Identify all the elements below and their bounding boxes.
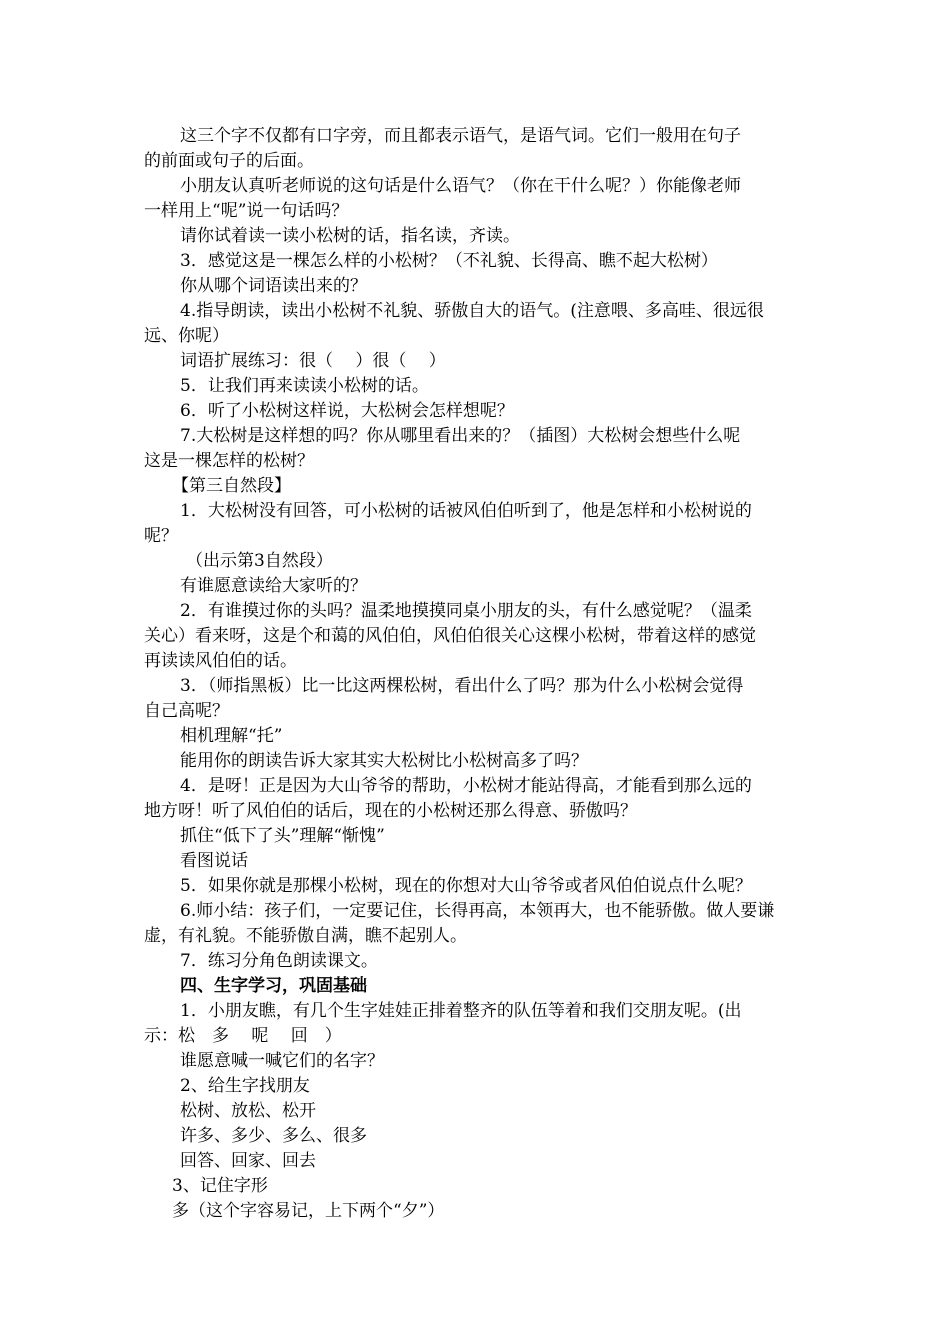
text-line: 关心）看来呀，这是个和蔼的风伯伯，风伯伯很关心这棵小松树，带着这样的感觉: [144, 626, 756, 646]
text-line: 4．是呀！正是因为大山爷爷的帮助，小松树才能站得高，才能看到那么远的: [180, 776, 752, 796]
text-line: 抓住“低下了头”理解“惭愧”: [180, 826, 385, 846]
text-line: 6.师小结：孩子们，一定要记住，长得再高，本领再大，也不能骄傲。做人要谦: [180, 901, 775, 921]
text-line: 7.大松树是这样想的吗？你从哪里看出来的？（插图）大松树会想些什么呢: [180, 426, 741, 446]
document-body: [144, 124, 814, 1224]
text-line: 相机理解“托”: [180, 726, 283, 746]
text-line: 3、记住字形: [172, 1176, 268, 1196]
text-line: 谁愿意喊一喊它们的名字？: [180, 1051, 384, 1071]
text-line: 1．大松树没有回答，可小松树的话被风伯伯听到了，他是怎样和小松树说的: [180, 501, 752, 521]
text-line: 虚，有礼貌。不能骄傲自满，瞧不起别人。: [144, 926, 467, 946]
text-line: 2、给生字找朋友: [180, 1076, 310, 1096]
text-line: 示：松 多 呢 回 ）: [144, 1026, 342, 1046]
text-line: 小朋友认真听老师说的这句话是什么语气？（你在干什么呢？）你能像老师: [180, 176, 741, 196]
section-heading: 【第三自然段】: [172, 476, 291, 496]
text-line: 多（这个字容易记，上下两个“夕”）: [172, 1201, 445, 1221]
text-line: 远、你呢）: [144, 326, 229, 346]
text-line: 请你试着读一读小松树的话，指名读，齐读。: [180, 226, 520, 246]
text-line: 松树、放松、松开: [180, 1101, 316, 1121]
text-line: 看图说话: [180, 851, 248, 871]
text-line: 有谁愿意读给大家听的？: [180, 576, 367, 596]
text-line: 这是一棵怎样的松树？: [144, 451, 314, 471]
text-line: 7．练习分角色朗读课文。: [180, 951, 378, 971]
text-line: 3．感觉这是一棵怎么样的小松树？（不礼貌、长得高、瞧不起大松树）: [180, 251, 718, 271]
text-line: 自己高呢？: [144, 701, 229, 721]
text-line: 呢？: [144, 526, 178, 546]
text-line: 再读读风伯伯的话。: [144, 651, 297, 671]
text-line: 2．有谁摸过你的头吗？温柔地摸摸同桌小朋友的头，有什么感觉呢？（温柔: [180, 601, 752, 621]
text-line: 你从哪个词语读出来的？: [180, 276, 367, 296]
text-line: 的前面或句子的后面。: [144, 151, 314, 171]
text-line: 3．（师指黑板）比一比这两棵松树，看出什么了吗？那为什么小松树会觉得: [180, 676, 744, 696]
text-line: 词语扩展练习：很（ ）很（ ）: [180, 351, 446, 371]
text-line: （出示第3自然段）: [186, 551, 333, 571]
section-heading: 四、生字学习，巩固基础: [180, 976, 367, 996]
text-line: 5．如果你就是那棵小松树，现在的你想对大山爷爷或者风伯伯说点什么呢？: [180, 876, 752, 896]
text-line: 一样用上“呢”说一句话吗？: [144, 201, 349, 221]
text-line: 能用你的朗读告诉大家其实大松树比小松树高多了吗？: [180, 751, 588, 771]
text-line: 1．小朋友瞧，有几个生字娃娃正排着整齐的队伍等着和我们交朋友呢。(出: [180, 1001, 742, 1021]
text-line: 这三个字不仅都有口字旁，而且都表示语气，是语气词。它们一般用在句子: [180, 126, 741, 146]
text-line: 回答、回家、回去: [180, 1151, 316, 1171]
text-line: 地方呀！听了风伯伯的话后，现在的小松树还那么得意、骄傲吗？: [144, 801, 637, 821]
text-line: 5．让我们再来读读小松树的话。: [180, 376, 429, 396]
text-line: 4.指导朗读，读出小松树不礼貌、骄傲自大的语气。(注意喂、多高哇、很远很: [180, 301, 764, 321]
text-line: 许多、多少、多么、很多: [180, 1126, 367, 1146]
text-line: 6．听了小松树这样说，大松树会怎样想呢？: [180, 401, 514, 421]
